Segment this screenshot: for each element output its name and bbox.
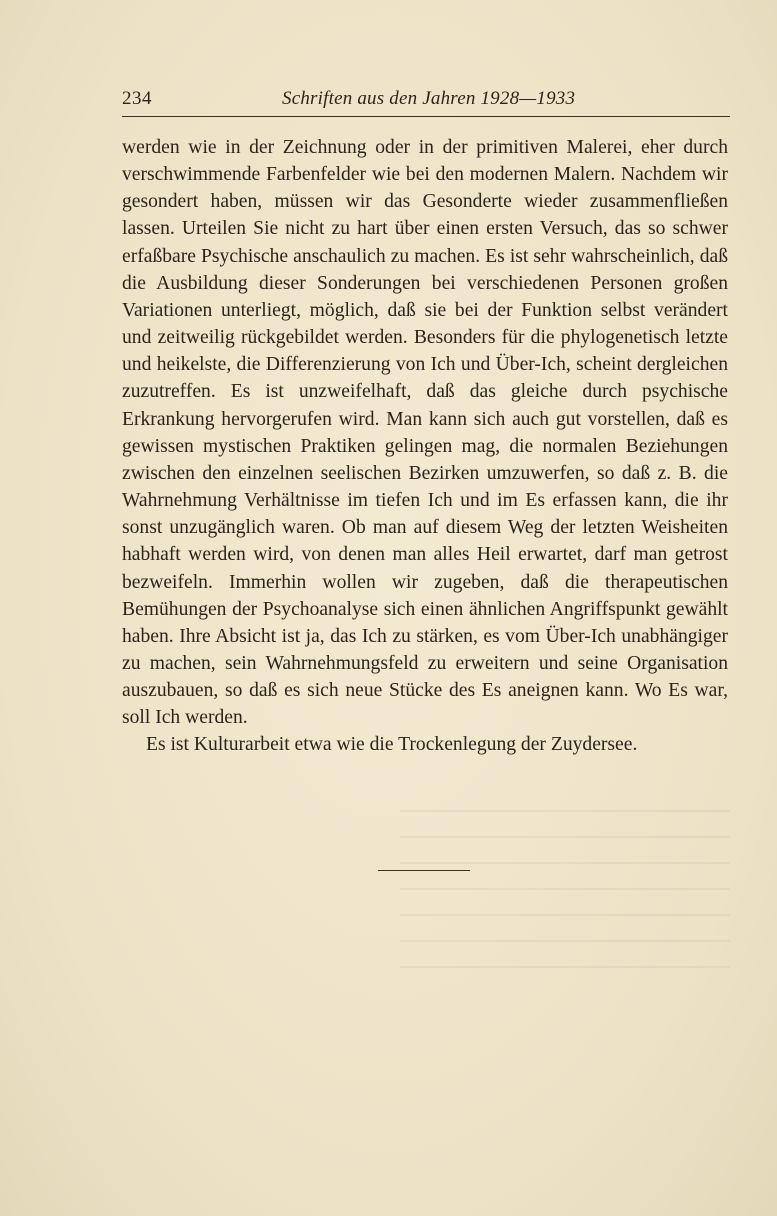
running-title: Schriften aus den Jahren 1928—1933 <box>282 88 576 109</box>
running-header <box>122 88 728 116</box>
page-number: 234 <box>122 88 152 109</box>
paragraph-continued: werden wie in der Zeichnung oder in der primitiven Malerei, eher durch verschwimmende Farbenfelder wie bei den modernen Malern. Nachdem wir gesondert haben, müssen wir das Gesonderte wieder zusammenfließen lassen. Urteilen Sie nicht zu hart über einen ersten Versuch, das so schwer erfaßbare Psychische anschaulich zu machen. Es ist sehr wahrscheinlich, daß die Ausbildung dieser Sonderungen bei verschiedenen Personen großen Variationen unterliegt, möglich, daß sie bei der Funktion selbst verändert und zeitweilig rückgebildet werden. Besonders für die phylogenetisch letzte und heikelste, die Differenzierung von Ich und Über-Ich, scheint dergleichen zuzutreffen. Es ist unzweifelhaft, daß das gleiche durch psychische Erkrankung hervorgerufen wird. Man kann sich auch gut vorstellen, daß es gewissen mystischen Praktiken gelingen mag, die normalen Beziehungen zwischen den einzelnen seelischen Bezirken umzuwerfen, so daß z. B. die Wahrnehmung Verhältnisse im tiefen Ich und im Es erfassen kann, die ihr sonst unzugänglich waren. Ob man auf diesem Weg der letzten Weisheiten habhaft werden wird, von denen man alles Heil erwartet, darf man getrost bezweifeln. Immerhin wollen wir zugeben, daß die therapeutischen Bemühungen der Psychoanalyse sich einen ähnlichen Angriffspunkt gewählt haben. Ihre Absicht ist ja, das Ich zu stärken, es vom Über-Ich unabhängiger zu machen, sein Wahrnehmungsfeld zu erweitern und seine Organisation auszubauen, so daß es sich neue Stücke des Es aneignen kann. Wo Es war, soll Ich werden. <box>122 137 728 729</box>
header-rule <box>122 116 730 117</box>
paragraph-closing: Es ist Kulturarbeit etwa wie die Trockenlegung der Zuydersee. <box>146 734 638 756</box>
section-end-rule <box>378 870 470 871</box>
body-text <box>122 134 728 759</box>
show-through-bleed <box>400 810 730 970</box>
